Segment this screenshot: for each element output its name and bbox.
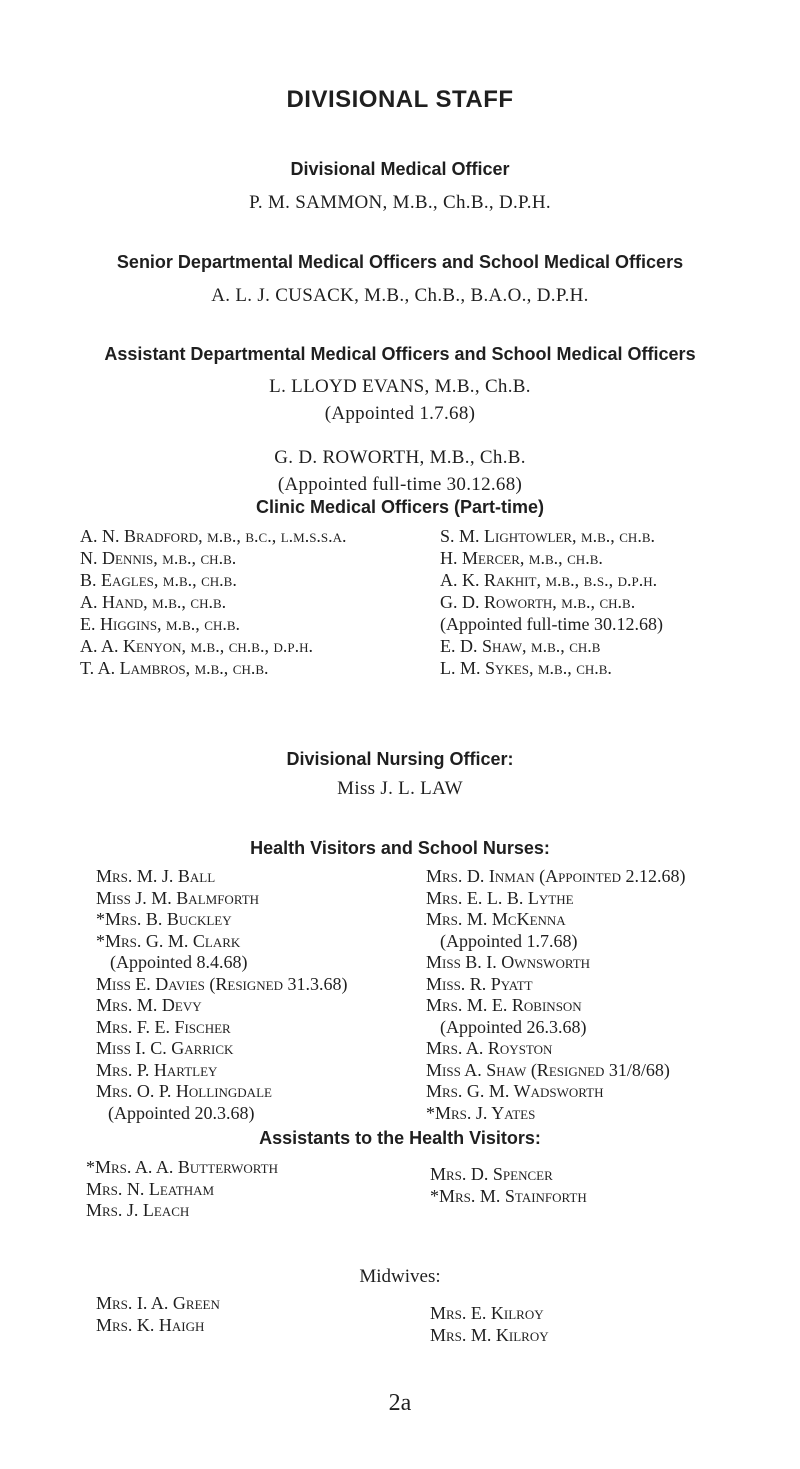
senior-officer-name: A. L. J. CUSACK, M.B., Ch.B., B.A.O., D.P.H. [211, 285, 589, 306]
dmo-heading: Divisional Medical Officer [290, 159, 510, 179]
midwives-left-column [96, 1293, 220, 1336]
list-item: Miss I. C. Garrick [96, 1038, 234, 1058]
page-title: DIVISIONAL STAFF [286, 86, 514, 113]
clinic-officers-right-column [440, 525, 663, 679]
list-item: Mrs. M. Devy [96, 995, 202, 1015]
senior-officers-heading: Senior Departmental Medical Officers and School Medical Officers [116, 252, 684, 272]
health-visitors-right-column [426, 866, 685, 1124]
list-item: *Mrs. B. Buckley [96, 909, 232, 929]
list-item: Mrs. D. Spencer [430, 1164, 553, 1184]
list-item: *Mrs. J. Yates [426, 1102, 536, 1123]
list-item: A. A. Kenyon, m.b., ch.b., d.p.h. [80, 636, 313, 656]
list-item: *Mrs. M. Stainforth [430, 1185, 587, 1206]
list-item: Mrs. E. L. B. Lythe [426, 887, 574, 908]
clinic-officers-left-column [80, 525, 347, 679]
assistants-right-column [430, 1164, 587, 1207]
clinic-officers-heading: Clinic Medical Officers (Part-time) [255, 497, 545, 517]
assistants-heading: Assistants to the Health Visitors: [259, 1128, 541, 1148]
nursing-officer-heading: Divisional Nursing Officer: [286, 749, 514, 769]
list-item: *Mrs. G. M. Clark [96, 930, 241, 951]
nursing-officer-name: Miss J. L. LAW [337, 778, 463, 799]
list-item: (Appointed full-time 30.12.68) [440, 614, 663, 634]
list-item: N. Dennis, m.b., ch.b. [80, 548, 237, 568]
list-item: Mrs. I. A. Green [96, 1293, 220, 1313]
list-item: E. D. Shaw, m.b., ch.b [440, 636, 601, 656]
list-item: Mrs. K. Haigh [96, 1314, 205, 1335]
list-item: Mrs. J. Leach [86, 1200, 190, 1220]
list-item: Miss J. M. Balmforth [96, 887, 260, 908]
page-number: 2a [388, 1390, 412, 1416]
list-item: (Appointed 1.7.68) [440, 930, 578, 951]
midwives-heading: Midwives: [359, 1266, 441, 1287]
list-item: Miss B. I. Ownsworth [426, 952, 591, 972]
assistant-officer-name: G. D. ROWORTH, M.B., Ch.B. [274, 447, 526, 468]
list-item: G. D. Roworth, m.b., ch.b. [440, 592, 636, 612]
list-item: (Appointed 26.3.68) [440, 1016, 587, 1037]
health-visitors-left-column [96, 866, 348, 1124]
list-item: Mrs. M. McKenna [426, 909, 566, 929]
assistant-officers-heading: Assistant Departmental Medical Officers and School Medical Officers [104, 344, 696, 364]
list-item: L. M. Sykes, m.b., ch.b. [440, 658, 612, 678]
assistant-officer-note: (Appointed full-time 30.12.68) [277, 474, 523, 495]
assistant-officer-name: L. LLOYD EVANS, M.B., Ch.B. [269, 376, 531, 397]
list-item: A. Hand, m.b., ch.b. [80, 592, 227, 612]
dmo-name: P. M. SAMMON, M.B., Ch.B., D.P.H. [249, 192, 551, 213]
list-item: Mrs. P. Hartley [96, 1059, 218, 1080]
list-item: A. K. Rakhit, m.b., b.s., d.p.h. [440, 570, 658, 590]
list-item: Mrs. E. Kilroy [430, 1303, 544, 1323]
list-item: (Appointed 20.3.68) [108, 1102, 255, 1123]
list-item: Mrs. M. J. Ball [96, 866, 216, 886]
list-item: Mrs. N. Leatham [86, 1178, 215, 1199]
list-item: Miss E. Davies (Resigned 31.3.68) [96, 973, 348, 994]
list-item: T. A. Lambros, m.b., ch.b. [80, 658, 269, 678]
assistant-officer-note: (Appointed 1.7.68) [324, 403, 476, 424]
list-item: H. Mercer, m.b., ch.b. [440, 548, 603, 568]
list-item: B. Eagles, m.b., ch.b. [80, 570, 237, 590]
list-item: Mrs. A. Royston [426, 1038, 553, 1058]
list-item: Mrs. M. E. Robinson [426, 995, 582, 1015]
list-item: Mrs. F. E. Fischer [96, 1016, 231, 1037]
list-item: (Appointed 8.4.68) [110, 952, 248, 972]
midwives-right-column [430, 1303, 549, 1346]
list-item: E. Higgins, m.b., ch.b. [80, 614, 241, 634]
list-item: Mrs. O. P. Hollingdale [96, 1081, 272, 1101]
list-item: *Mrs. A. A. Butterworth [86, 1157, 278, 1177]
list-item: S. M. Lightowler, m.b., ch.b. [440, 526, 655, 546]
health-visitors-heading: Health Visitors and School Nurses: [250, 838, 550, 858]
list-item: Miss A. Shaw (Resigned 31/8/68) [426, 1059, 670, 1080]
list-item: Miss. R. Pyatt [426, 973, 533, 994]
list-item: Mrs. G. M. Wadsworth [426, 1081, 604, 1101]
list-item: Mrs. D. Inman (Appointed 2.12.68) [426, 866, 686, 886]
assistants-left-column [86, 1157, 278, 1222]
list-item: A. N. Bradford, m.b., b.c., l.m.s.s.a. [80, 526, 347, 546]
list-item: Mrs. M. Kilroy [430, 1324, 549, 1345]
